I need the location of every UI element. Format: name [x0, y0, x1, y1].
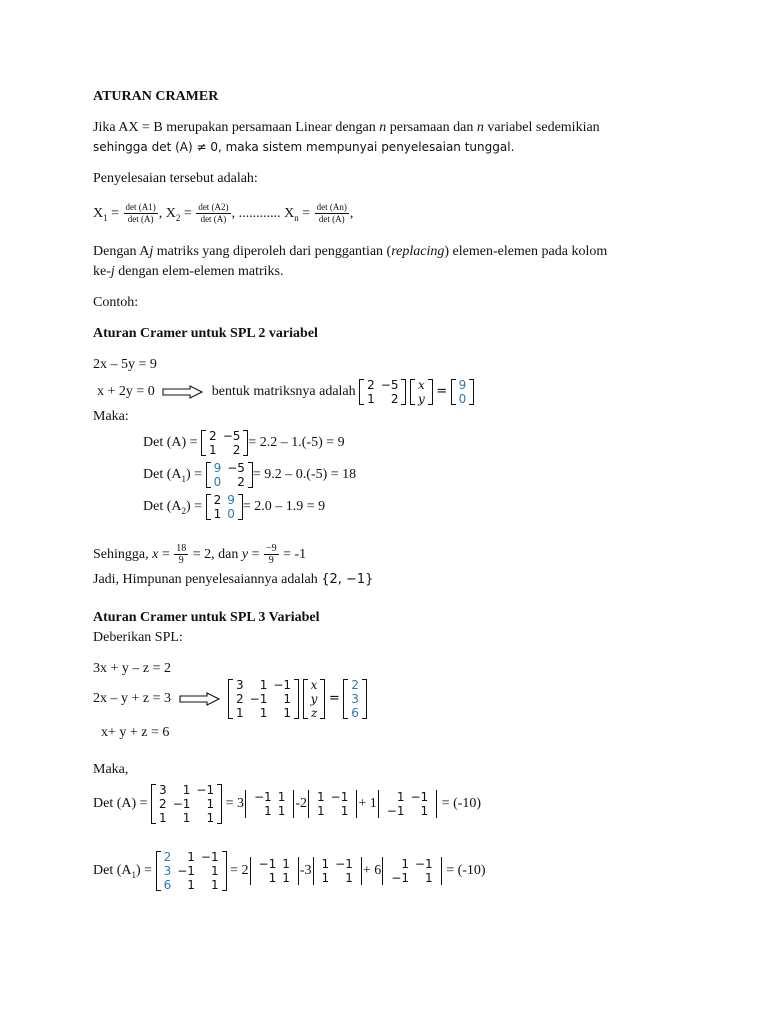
matrix-cell: −1	[386, 803, 405, 818]
matrix-cell: 1	[182, 810, 191, 825]
coef: = 3	[225, 796, 244, 811]
matrix-cell: 1	[367, 391, 375, 406]
maka-label-3: Maka,	[93, 762, 129, 777]
intro-text: persamaan dan	[386, 120, 477, 135]
numerator: −9	[265, 543, 277, 555]
penyelesaian-label: Penyelesaian tersebut adalah:	[93, 171, 258, 186]
matrix-cell: 1	[340, 803, 349, 818]
matrix-cell: 1	[283, 691, 292, 706]
fraction-xn	[315, 202, 349, 225]
subscript: 1	[131, 869, 136, 880]
matrix-cell: 3	[351, 691, 359, 706]
minor-2	[308, 790, 357, 818]
denominator: 9	[178, 555, 184, 567]
det-a-label: Det (A) =	[143, 435, 198, 450]
matrix-cell: 1	[236, 705, 244, 720]
det-a2-result: = 2.0 – 1.9 = 9	[242, 499, 326, 514]
matrix-a	[228, 678, 299, 720]
matrix-b	[343, 678, 367, 720]
matrix-cell: −1	[273, 677, 292, 692]
matrix-cell: 1	[187, 877, 195, 892]
matrix-cell: 1	[182, 782, 191, 797]
matrix-cell: −1	[391, 870, 409, 885]
matrix-cell: 1	[317, 789, 325, 804]
text: Sehingga,	[93, 547, 153, 562]
label: Det (A	[143, 499, 182, 514]
n-var: n	[476, 120, 484, 135]
jadi-row	[93, 571, 373, 589]
matrix-cell: 1	[159, 810, 167, 825]
matrix-cell: 0	[227, 506, 235, 521]
coef: = 2	[230, 863, 249, 878]
equals: =	[298, 206, 314, 221]
right-arrow-icon	[179, 692, 221, 706]
matrix-cell: −5	[227, 460, 245, 475]
det-a1-row	[143, 460, 356, 494]
matrix-cell: 1	[213, 506, 222, 521]
spl3-heading: Aturan Cramer untuk SPL 3 Variabel	[93, 610, 320, 625]
matrix-cell: 1	[268, 870, 277, 885]
matrix-cell: 1	[187, 849, 195, 864]
minor-3	[382, 857, 441, 885]
x-label: X	[93, 206, 104, 221]
minor-1	[245, 790, 294, 818]
matrix-cell: y	[310, 691, 318, 706]
subscript: 1	[103, 212, 108, 223]
matrix-cell: 1	[317, 803, 325, 818]
matrix-cell: 1	[420, 803, 429, 818]
minor-3	[378, 790, 437, 818]
coef: -3	[299, 863, 312, 878]
subscript: 2	[175, 212, 181, 223]
matrix-cell: 6	[351, 705, 359, 720]
fraction-x1	[124, 202, 158, 225]
matrix-cell: 1	[321, 856, 330, 871]
label: ) =	[136, 863, 153, 878]
spl3-eq2-row	[93, 674, 367, 724]
matrix-cell: 2	[236, 691, 244, 706]
matrix-cell: 1	[206, 796, 215, 811]
text: matriks yang diperoleh dari penggantian (	[153, 244, 392, 259]
deberikan-label: Deberikan SPL:	[93, 630, 183, 645]
denominator: det (A)	[127, 214, 154, 225]
denominator: 9	[268, 555, 274, 567]
matrix-cell: −1	[330, 789, 349, 804]
spl3-eq1: 3x + y – z = 2	[93, 661, 172, 676]
matrix-cell: 2	[209, 428, 217, 443]
matrix-cell: −1	[172, 796, 191, 811]
comma: ,	[349, 206, 354, 221]
det-a1-result: = 9.2 – 0.(-5) = 18	[252, 467, 357, 482]
matrix-cell: −1	[249, 691, 268, 706]
text: Jadi, Himpunan penyelesaiannya adalah	[93, 572, 322, 587]
equals: =	[328, 691, 340, 706]
intro-text: sehingga det (A) ≠ 0, maka sistem mempunyai penyelesaian tunggal	[93, 140, 511, 154]
matrix-cell: −5	[380, 377, 399, 392]
contoh-label: Contoh:	[93, 295, 139, 310]
matrix-cell: 1	[282, 856, 290, 871]
matrix-cell: 1	[396, 789, 405, 804]
det-a-row	[143, 428, 345, 458]
matrix-cell: 1	[282, 870, 290, 885]
matrix-cell: z	[311, 705, 318, 720]
equals: =	[180, 206, 196, 221]
x-var: x	[152, 547, 159, 562]
det-a-label: Det (A) =	[93, 796, 148, 811]
intro-line-2	[93, 138, 514, 156]
matrix-cell: −1	[177, 863, 195, 878]
matrix-a1	[206, 461, 253, 489]
solution-set: {2, −1}	[321, 572, 374, 587]
right-arrow-icon	[162, 385, 204, 399]
matrix-cell: 6	[163, 877, 172, 892]
matrix-a1	[156, 850, 227, 892]
matrix-cell: 1	[259, 677, 268, 692]
minor-2	[313, 857, 362, 885]
matrix-cell: −5	[222, 428, 241, 443]
spl2-heading: Aturan Cramer untuk SPL 2 variabel	[93, 326, 318, 341]
coef: + 1	[358, 796, 377, 811]
text: ) elemen-elemen pada kolom	[444, 244, 608, 259]
matrix-a2	[206, 493, 243, 521]
minor-1	[250, 857, 299, 885]
matrix-cell: −1	[200, 849, 219, 864]
j-var: j	[149, 244, 154, 259]
period: .	[510, 140, 515, 154]
text: = -1	[279, 547, 307, 562]
matrix-cell: 0	[458, 391, 467, 406]
subscript: 2	[181, 505, 186, 516]
matrix-cell: 1	[277, 803, 286, 818]
replacing-word: replacing	[391, 244, 445, 259]
x-label: , X	[158, 206, 176, 221]
matrix-cell: 2	[159, 796, 167, 811]
subscript: n	[294, 212, 299, 223]
matrix-cell: 1	[264, 803, 272, 818]
numerator: det (A1)	[125, 202, 156, 213]
ellipsis: , ............ X	[231, 206, 295, 221]
dengan-line-1	[93, 243, 607, 261]
matrix-cell: 1	[321, 870, 330, 885]
matrix-cell: y	[417, 391, 425, 406]
intro-line-1	[93, 119, 600, 137]
denominator: det (A)	[318, 214, 345, 225]
y-var: y	[241, 547, 249, 562]
intro-text: Jika AX = B merupakan persamaan Linear dengan	[93, 120, 380, 135]
det-a1-3-row	[93, 845, 486, 901]
matrix-cell: −1	[258, 856, 277, 871]
matrix-cell: 1	[210, 863, 219, 878]
spl2-eq2-row	[97, 375, 474, 409]
matrix-cell: 1	[345, 870, 353, 885]
matrix-a	[359, 378, 406, 406]
equals: =	[107, 206, 123, 221]
label: Det (A	[143, 467, 182, 482]
matrix-cell: −1	[410, 789, 429, 804]
matrix-cell: −1	[196, 782, 215, 797]
matrix-cell: x	[417, 377, 425, 392]
matrix-cell: 2	[390, 391, 399, 406]
fraction-y	[264, 543, 279, 566]
matrix-cell: 1	[425, 870, 433, 885]
matrix-cell: 2	[367, 377, 375, 392]
matrix-x	[303, 678, 326, 720]
maka-label: Maka:	[93, 409, 129, 424]
matrix-b	[451, 378, 475, 406]
matrix-cell: 1	[259, 705, 268, 720]
matrix-cell: 9	[458, 377, 467, 392]
det-result: = (-10)	[441, 796, 482, 811]
label: ) =	[186, 499, 203, 514]
spl3-eq3: x+ y + z = 6	[101, 725, 170, 740]
n-var: n	[379, 120, 387, 135]
dengan-line-2	[93, 263, 284, 281]
spl2-eq2: x + 2y = 0	[97, 384, 155, 399]
det-result: = (-10)	[446, 863, 486, 878]
matrix-cell: 9	[213, 460, 222, 475]
matrix-cell: 2	[237, 474, 245, 489]
label: Det (A	[93, 863, 132, 878]
matrix-cell: 2	[232, 442, 241, 457]
fraction-x2	[196, 202, 230, 225]
matrix-cell: 0	[213, 474, 222, 489]
matrix-cell: −1	[335, 856, 353, 871]
matrix-a	[151, 783, 222, 825]
numerator: 18	[176, 543, 187, 555]
equals: =	[436, 384, 448, 399]
det-a-result: = 2.2 – 1.(-5) = 9	[248, 435, 345, 450]
j-var: j	[110, 264, 115, 279]
matrix-cell: 2	[213, 492, 222, 507]
coef: + 6	[362, 863, 382, 878]
matrix-x	[410, 378, 433, 406]
matrix-cell: −1	[414, 856, 433, 871]
denominator: det (A)	[200, 214, 227, 225]
matrix-cell: 3	[163, 863, 172, 878]
matrix-cell: 9	[227, 492, 235, 507]
matrix-cell: 1	[206, 810, 215, 825]
subscript: 1	[181, 473, 186, 484]
matrix-cell: 2	[351, 677, 359, 692]
intro-text: variabel sedemikian	[483, 120, 600, 135]
matrix-cell: 3	[236, 677, 244, 692]
fraction-x	[174, 543, 188, 566]
matrix-cell: 2	[163, 849, 172, 864]
text: ke-	[93, 264, 111, 279]
coef: -2	[295, 796, 308, 811]
matrix-a	[201, 429, 248, 457]
matrix-cell: −1	[254, 789, 272, 804]
matrix-cell: 1	[401, 856, 409, 871]
matrix-cell: 1	[209, 442, 217, 457]
label: ) =	[186, 467, 203, 482]
det-a2-row	[143, 492, 325, 526]
text: = 2, dan	[189, 547, 242, 562]
spl3-eq2: 2x – y + z = 3	[93, 691, 172, 706]
matrix-cell: 1	[210, 877, 219, 892]
sehingga-row: Sehingga, x = $\frac{18}{9}$ = 2, dan y = $\frac{-9}{9}$ = -1	[93, 543, 307, 567]
cramer-formula	[93, 200, 353, 232]
det-a3-row	[93, 778, 481, 830]
matrix-cell: 1	[277, 789, 286, 804]
matrix-cell: 3	[159, 782, 167, 797]
bentuk-label: bentuk matriksnya adalah	[211, 384, 356, 399]
page-title: ATURAN CRAMER	[93, 89, 219, 104]
matrix-cell: x	[310, 677, 318, 692]
matrix-cell: 1	[283, 705, 292, 720]
spl2-eq1: 2x – 5y = 9	[93, 357, 157, 372]
numerator: det (A2)	[198, 202, 229, 213]
text: Dengan A	[93, 244, 150, 259]
text: dengan elem-elemen matriks.	[114, 264, 284, 279]
numerator: det (An)	[316, 202, 347, 213]
